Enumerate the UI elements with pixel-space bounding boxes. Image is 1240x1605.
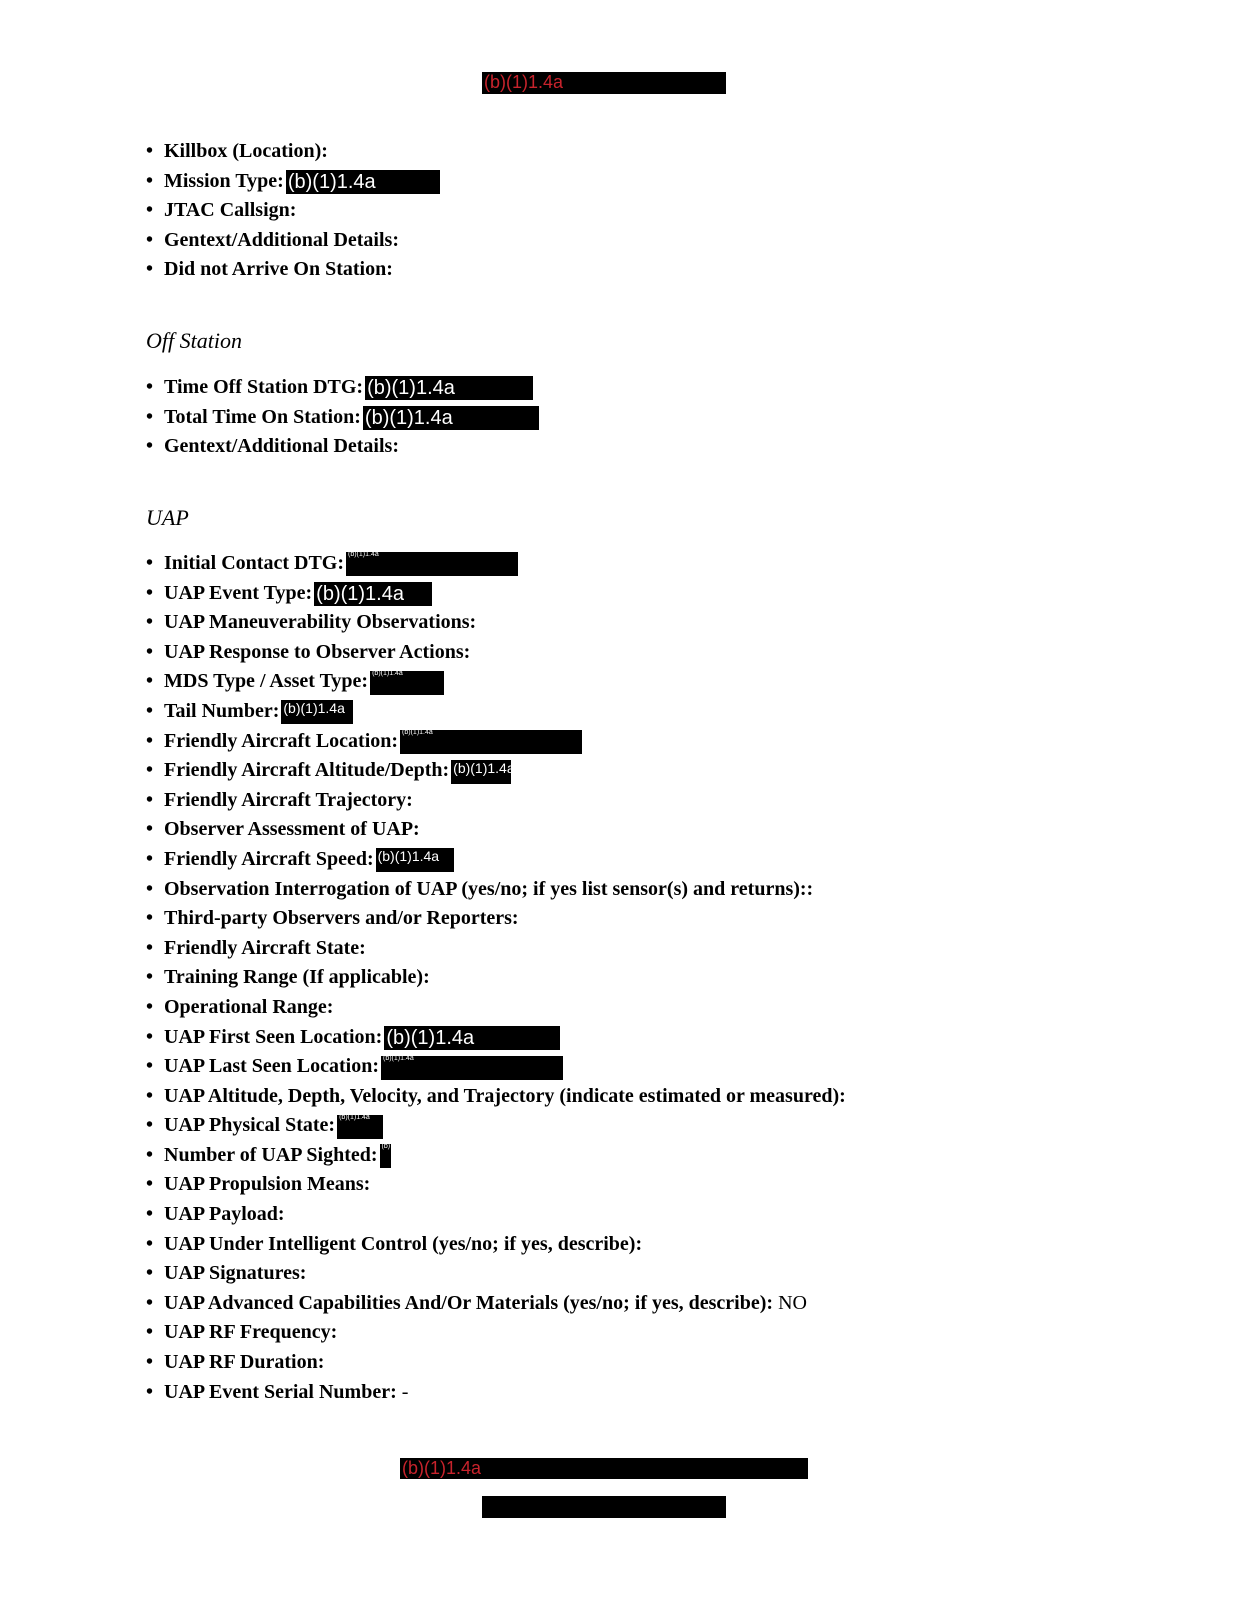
redaction-box: (b)(1)1.4a [363, 406, 539, 430]
field-friendly-altitude: • Friendly Aircraft Altitude/Depth: (b)(1)1.4a [146, 756, 846, 786]
uap-fields-list [146, 549, 846, 1407]
field-friendly-location: • Friendly Aircraft Location: (b)(1)1.4a [146, 727, 846, 757]
redaction-box: (b)(1)1.4a [451, 760, 511, 784]
field-uap-response: • UAP Response to Observer Actions: [146, 640, 471, 663]
off-station-fields-list [146, 373, 539, 462]
redaction-box: (b)(1)1.4a [314, 582, 432, 606]
field-uap-altitude: • UAP Altitude, Depth, Velocity, and Trajectory (indicate estimated or measured): [146, 1084, 846, 1107]
field-mds-type: • MDS Type / Asset Type: (b)(1)1.4a [146, 667, 846, 697]
off-station-title: Off Station [146, 328, 242, 353]
field-initial-contact-dtg: • Initial Contact DTG: (b)(1)1.4a [146, 549, 846, 579]
redaction-box: (b)(1)1.4a [400, 730, 582, 754]
field-total-time-on-station: • Total Time On Station: (b)(1)1.4a [146, 403, 539, 433]
field-friendly-state: • Friendly Aircraft State: [146, 936, 366, 959]
redaction-box: (b)(1)1.4a [365, 376, 533, 400]
field-uap-advanced-capabilities: • UAP Advanced Capabilities And/Or Materials (yes/no; if yes, describe): NO [146, 1291, 807, 1314]
redaction-box: (b) [380, 1144, 391, 1168]
field-jtac-callsign: • JTAC Callsign: [146, 199, 297, 222]
field-mission-type: • Mission Type: (b)(1)1.4a [146, 167, 440, 197]
field-observation-interrogation: • Observation Interrogation of UAP (yes/no; if yes list sensor(s) and returns):: [146, 877, 814, 900]
uap-title: UAP [146, 505, 189, 530]
field-friendly-speed: • Friendly Aircraft Speed: (b)(1)1.4a [146, 845, 846, 875]
mission-fields-list [146, 137, 440, 285]
redaction-box: (b)(1)1.4a [337, 1115, 383, 1139]
field-uap-maneuverability: • UAP Maneuverability Observations: [146, 611, 477, 634]
field-did-not-arrive: • Did not Arrive On Station: [146, 258, 393, 281]
field-uap-first-seen: • UAP First Seen Location: (b)(1)1.4a [146, 1023, 846, 1053]
redaction-box: (b)(1)1.4a [281, 700, 353, 724]
redaction-box: (b)(1)1.4a [381, 1056, 563, 1080]
field-uap-payload: • UAP Payload: [146, 1203, 285, 1226]
field-time-off-station: • Time Off Station DTG: (b)(1)1.4a [146, 373, 539, 403]
field-friendly-trajectory: • Friendly Aircraft Trajectory: [146, 788, 413, 811]
field-value: NO [778, 1291, 807, 1314]
field-training-range: • Training Range (If applicable): [146, 966, 430, 989]
redaction-box: (b)(1)1.4a [384, 1026, 560, 1050]
field-operational-range: • Operational Range: [146, 995, 334, 1018]
field-uap-propulsion: • UAP Propulsion Means: [146, 1173, 371, 1196]
redaction-box: (b)(1)1.4a [376, 848, 454, 872]
field-tail-number: • Tail Number: (b)(1)1.4a [146, 697, 846, 727]
field-uap-last-seen: • UAP Last Seen Location: (b)(1)1.4a [146, 1052, 846, 1082]
field-value: - [401, 1380, 409, 1403]
redaction-box: (b)(1)1.4a [286, 170, 440, 194]
field-gentext-off-station: • Gentext/Additional Details: [146, 435, 399, 458]
field-number-uap-sighted: • Number of UAP Sighted: (b) [146, 1141, 846, 1171]
field-observer-assessment: • Observer Assessment of UAP: [146, 818, 420, 841]
field-uap-intelligent-control: • UAP Under Intelligent Control (yes/no; if yes, describe): [146, 1232, 643, 1255]
field-uap-event-type: • UAP Event Type: (b)(1)1.4a [146, 579, 846, 609]
field-third-party-observers: • Third-party Observers and/or Reporters: [146, 907, 519, 930]
footer-redaction-bar [482, 1496, 726, 1518]
header-marking: (b)(1)1.4a [484, 72, 564, 92]
field-uap-event-serial: • UAP Event Serial Number: - [146, 1380, 409, 1403]
footer-redaction [400, 1458, 808, 1479]
field-uap-rf-frequency: • UAP RF Frequency: [146, 1321, 338, 1344]
footer-marking: (b)(1)1.4a [402, 1458, 482, 1478]
redaction-box: (b)(1)1.4a [346, 552, 518, 576]
field-gentext: • Gentext/Additional Details: [146, 228, 399, 251]
field-uap-rf-duration: • UAP RF Duration: [146, 1351, 325, 1374]
field-killbox: • Killbox (Location): [146, 140, 328, 162]
redaction-box: (b)(1)1.4a [370, 671, 444, 695]
field-uap-physical-state: • UAP Physical State: (b)(1)1.4a [146, 1111, 846, 1141]
field-uap-signatures: • UAP Signatures: [146, 1262, 307, 1285]
header-redaction [482, 72, 726, 94]
